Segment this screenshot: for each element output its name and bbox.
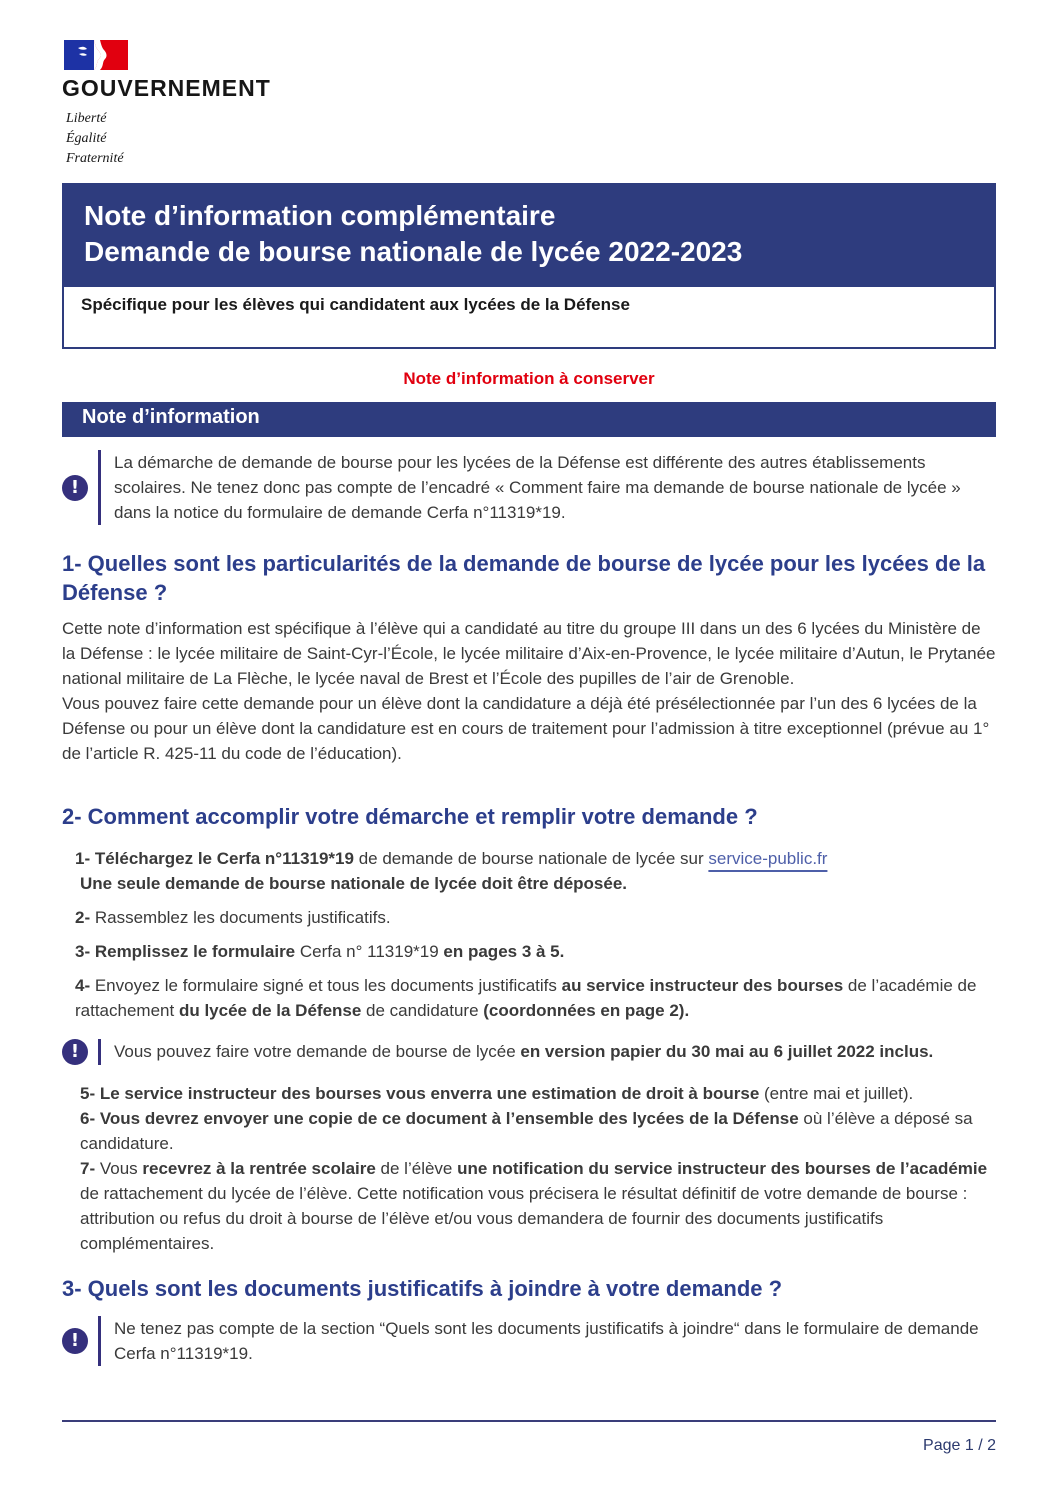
step-1 [75,846,996,871]
text-segment: La démarche de demande de bourse pour les lycées de la Défense est différente des autres établissements scolaires. Ne tenez donc pas compte de l’encadré « Comment faire ma demande de bourse nationale de lycée » dans la notice du formulaire de demande Cerfa n°11319*19. [114,453,961,523]
text-segment: (entre mai et juillet). [759,1083,914,1103]
text-segment: Vous [95,1158,143,1178]
text-segment: de demande de bourse nationale de lycée sur [353,848,709,868]
text-segment: 2- [75,907,91,927]
page-number: Page 1 / 2 [923,1437,996,1454]
text-segment: de l’académie de rattachement [75,975,977,1020]
exclamation-icon: ! [62,475,88,501]
title-line-2: Demande de bourse nationale de lycée 2022-2023 [84,236,743,268]
service-public-link[interactable]: service-public.fr [708,848,828,868]
keep-note: Note d’information à conserver [403,369,655,389]
text-segment: Cerfa n° 11319*19 [295,941,444,961]
step-2 [75,905,996,930]
text-segment: de l’élève [375,1158,458,1178]
step-7 [80,1156,996,1256]
text-segment: Ne tenez pas compte de la section “Quels sont les documents justificatifs à joindre“ dans le formulaire de demande Cerfa n°11319*19. [114,1318,979,1363]
text-segment: Envoyez le formulaire signé et tous les documents justificatifs [90,975,562,995]
alert-note-3 [62,1316,996,1366]
text-segment: 4- [75,975,91,995]
text-segment: 7- [80,1158,96,1178]
alert-divider [98,1316,101,1366]
text-segment: une notification du service instructeur des bourses de l’académie [457,1158,988,1178]
alert-divider [98,1039,101,1065]
step-3 [75,939,996,964]
text-segment: 5- Le service instructeur des bourses vous enverra une estimation de droit à bourse [80,1083,760,1103]
alert-text-3 [114,1316,996,1366]
exclamation-icon: ! [62,1328,88,1354]
exclamation-icon: ! [62,1039,88,1065]
section-1-paragraph-1: Cette note d’information est spécifique à l’élève qui a candidaté au titre du groupe III dans un des 6 lycées du Ministère de la Défense : le lycée militaire de Saint-Cyr-l’École, le lycée militaire d’Aix-en-Provence, le lycée militaire d’Autun, le Prytanée national militaire de La Flèche, le lycée naval de Brest et l’École des pupilles de l’air de Grenoble. [62,619,996,689]
steps-1-to-4 [75,846,996,1023]
motto-egalite: Égalité [66,130,107,146]
alert-note-2 [62,1039,996,1065]
note-information-bar: Note d’information [62,402,996,437]
text-segment: 3- Remplissez le formulaire [75,941,296,961]
alert-note-1 [62,450,996,525]
section-1-body [62,616,996,766]
text-segment: de candidature [361,1000,484,1020]
title-banner [62,183,996,288]
alert-text-2 [114,1039,933,1064]
title-line-1: Note d’information complémentaire [84,199,556,231]
motto [66,109,996,169]
subtitle-text: Spécifique pour les élèves qui candidatent aux lycées de la Défense [81,295,630,315]
text-segment: 6- Vous devrez envoyer une copie de ce document à l’ensemble des lycées de la Défense [80,1108,799,1128]
footer-divider [62,1420,996,1422]
text-segment: où l’élève a déposé sa candidature. [80,1108,973,1153]
text-segment: Une seule demande de bourse nationale de lycée doit être déposée. [80,873,628,893]
text-segment: en pages 3 à 5. [443,941,565,961]
step-1-note [75,871,996,896]
text-segment: recevrez à la rentrée scolaire [142,1158,376,1178]
section-1-paragraph-2: Vous pouvez faire cette demande pour un élève dont la candidature a déjà été présélectionnée par l’un des 6 lycées de la Défense ou pour un élève dont la candidature est en cours de traitement pour l’admission à titre exceptionnel (prévue au 1° de l’article R. 425-11 du code de l’éducation). [62,694,990,764]
alert-divider [98,450,101,525]
section-2-heading: 2- Comment accomplir votre démarche et remplir votre demande ? [62,804,758,830]
step-5 [80,1081,996,1106]
text-segment: du lycée de la Défense [178,1000,362,1020]
text-segment: Vous pouvez faire votre demande de bourse de lycée [114,1042,521,1061]
alert-text-1 [114,450,996,525]
motto-fraternite: Fraternité [66,150,124,166]
step-4 [75,973,996,1023]
french-flag-icon [64,40,128,70]
step-6 [80,1106,996,1156]
text-segment: (coordonnées en page 2). [483,1000,690,1020]
text-segment: en version papier du 30 mai au 6 juillet 2022 inclus. [520,1042,934,1061]
page-footer [62,1420,996,1455]
steps-5-to-7 [80,1081,996,1256]
subtitle-box [62,287,996,349]
text-segment: de rattachement du lycée de l’élève. Cette notification vous précisera le résultat définitif de votre demande de bourse : attribution ou refus du droit à bourse de l’élève et/ou vous demandera de fournir des documents justificatifs complémentaires. [80,1183,968,1253]
section-1-heading: 1- Quelles sont les particularités de la demande de bourse de lycée pour les lycées de la Défense ? [62,551,986,606]
motto-liberte: Liberté [66,111,107,126]
text-segment: Rassemblez les documents justificatifs. [90,907,391,927]
section-3-heading: 3- Quels sont les documents justificatifs à joindre à votre demande ? [62,1275,783,1301]
text-segment: au service instructeur des bourses [561,975,844,995]
gouvernement-wordmark: GOUVERNEMENT [62,75,271,101]
government-logo [62,40,996,169]
text-segment: 1- Téléchargez le Cerfa n°11319*19 [75,848,354,868]
